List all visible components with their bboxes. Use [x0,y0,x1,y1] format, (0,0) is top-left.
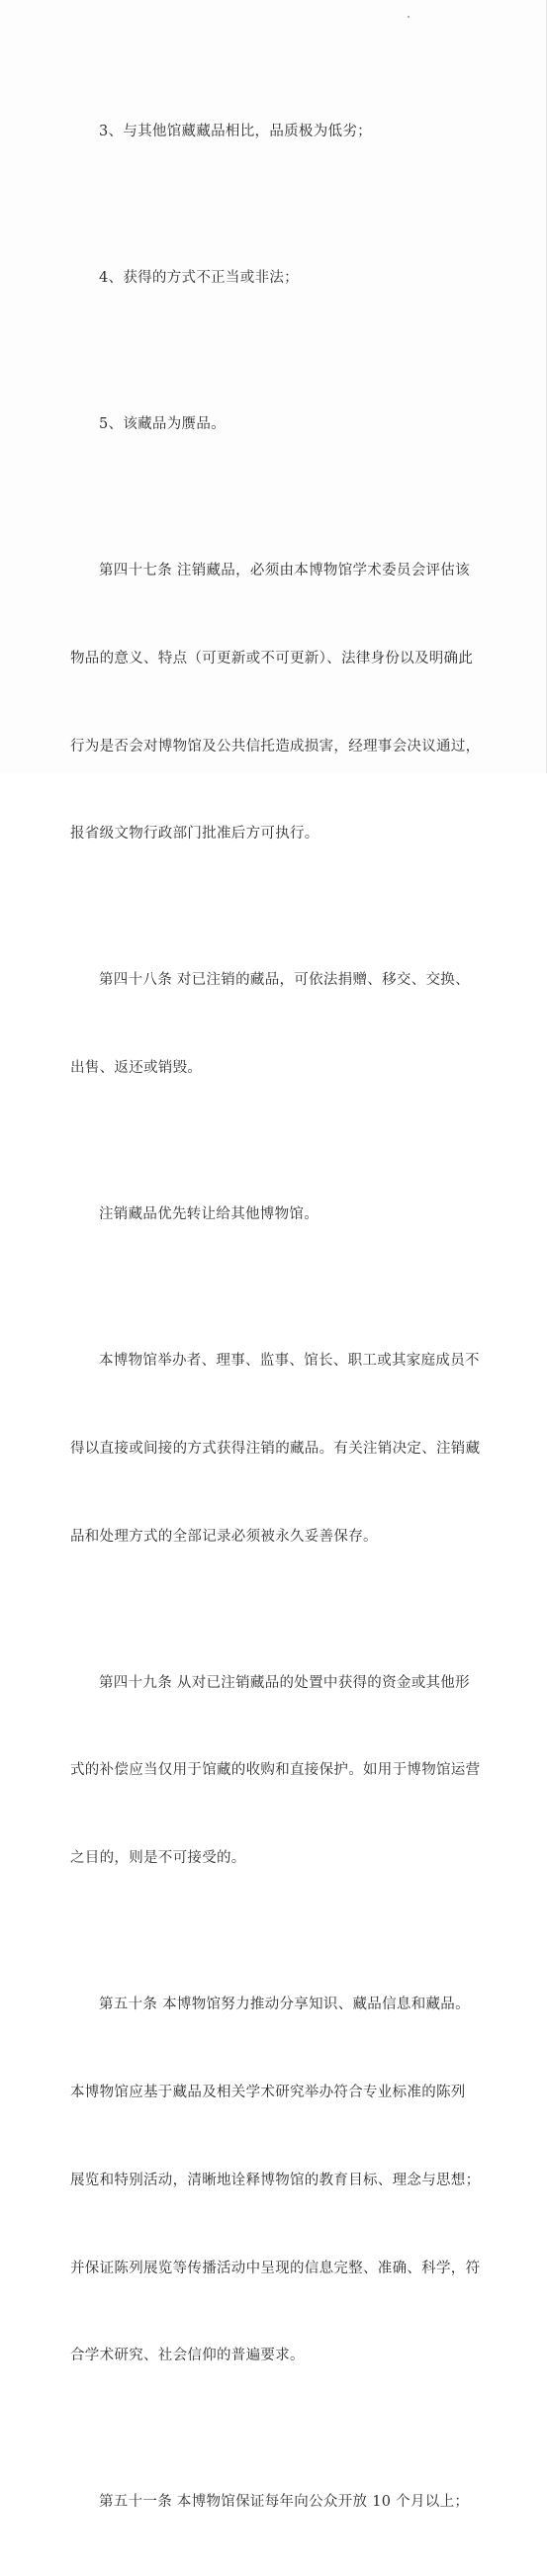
text-line: 5、该藏品为赝品。 [99,416,226,433]
text-line: 式的补偿应当仅用于馆藏的收购和直接保护。如用于博物馆运营 [70,1762,481,1779]
text-line: 第四十八条 对已注销的藏品，可依法捐赠、移交、交换、 [99,972,470,989]
text-line: 3、与其他馆藏藏品相比，品质极为低劣； [99,124,372,140]
article-51 [70,2430,505,2576]
article-48-transfer [70,1142,505,1288]
text-line: 第五十一条 本博物馆保证每年向公众开放 10 个月以上； [99,2494,470,2511]
list-item-4 [70,206,505,352]
article-48-restriction [70,1288,505,1611]
text-line: 本博物馆举办者、理事、监事、馆长、职工或其家庭成员不 [99,1353,480,1370]
article-50 [70,1932,505,2430]
text-line: 报省级文物行政部门批准后方可执行。 [70,826,319,843]
text-line: 得以直接或间接的方式获得注销的藏品。有关注销决定、注销藏 [70,1440,481,1457]
text-line: 展览和特别活动，清晰地诠释博物馆的教育目标、理念与思想； [70,2172,481,2188]
text-line: 并保证陈列展览等传播活动中呈现的信息完整、准确、科学，符 [70,2260,481,2276]
text-line: 4、获得的方式不正当或非法； [99,270,299,287]
text-line: 之目的，则是不可接受的。 [70,1850,246,1867]
scan-speck [408,16,410,18]
text-line: 第四十七条 注销藏品，必须由本博物馆学术委员会评估该 [99,563,470,579]
text-line: 合学术研究、社会信仰的普遍要求。 [70,2348,305,2364]
text-line: 第四十九条 从对已注销藏品的处置中获得的资金或其他形 [99,1674,470,1691]
list-item-5 [70,352,505,498]
article-48 [70,908,505,1142]
text-line: 行为是否会对博物馆及公共信托造成损害，经理事会决议通过， [70,738,481,755]
list-item-3 [70,59,505,206]
document-body [70,59,505,2576]
text-line: 本博物馆应基于藏品及相关学术研究举办符合专业标准的陈列 [70,2084,466,2100]
text-line: 注销藏品优先转让给其他博物馆。 [99,1206,319,1223]
article-49 [70,1610,505,1932]
text-line: 出售、返还或销毁。 [70,1060,203,1077]
article-47 [70,498,505,908]
text-line: 物品的意义、特点（可更新或不可更新）、法律身份以及明确此 [70,650,474,666]
text-line: 第五十条 本博物馆努力推动分享知识、藏品信息和藏品。 [99,1997,470,2013]
text-line: 品和处理方式的全部记录必须被永久妥善保存。 [70,1528,378,1545]
